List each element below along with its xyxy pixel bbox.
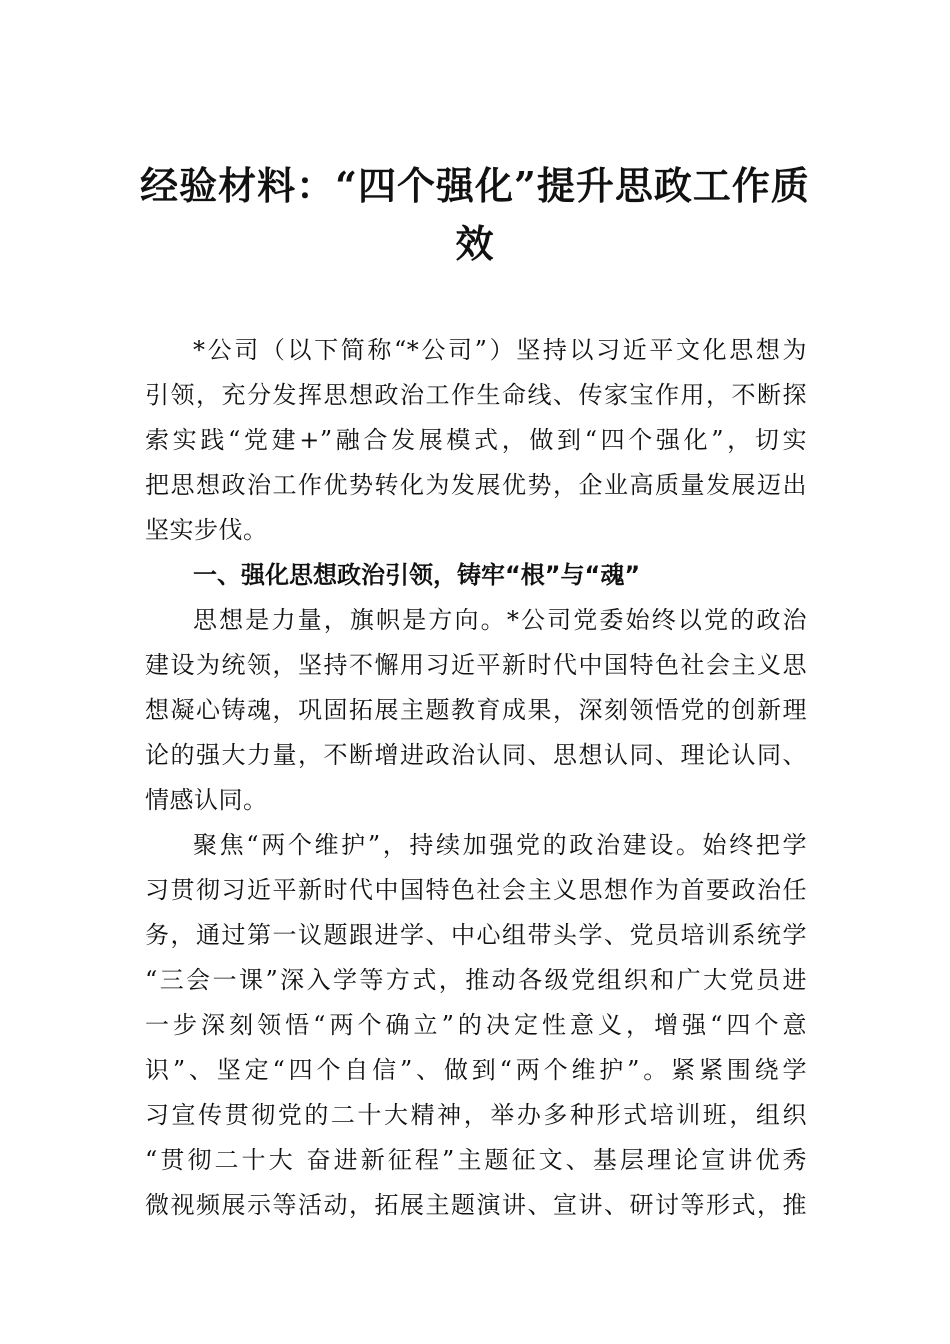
paragraph-line: 坚实步伐。 <box>145 516 268 544</box>
document-body <box>145 328 807 1228</box>
paragraph-line: 务，通过第一议题跟进学、中心组带头学、党员培训系统学 <box>145 921 807 949</box>
paragraph-line: 习贯彻习近平新时代中国特色社会主义思想作为首要政治任 <box>145 876 807 904</box>
paragraph-line: 建设为统领，坚持不懈用习近平新时代中国特色社会主义思 <box>145 651 807 679</box>
paragraph-line: 思想是力量，旗帜是方向。*公司党委始终以党的政治 <box>193 606 807 634</box>
paragraph-line: 索实践“党建+”融合发展模式，做到“四个强化”，切实 <box>145 426 807 454</box>
body-paragraph <box>145 823 807 1228</box>
section-heading: 一、强化思想政治引领，铸牢“根”与“魂” <box>193 561 641 589</box>
title-line-2: 效 <box>455 221 495 266</box>
paragraph-line: 一步深刻领悟“两个确立”的决定性意义，增强“四个意 <box>145 1011 807 1039</box>
paragraph-line: 微视频展示等活动，拓展主题演讲、宣讲、研讨等形式，推 <box>145 1191 807 1219</box>
paragraph-line: 引领，充分发挥思想政治工作生命线、传家宝作用，不断探 <box>145 381 807 409</box>
paragraph-line: *公司（以下简称“*公司”）坚持以习近平文化思想为 <box>193 336 807 364</box>
paragraph-line: 习宣传贯彻党的二十大精神，举办多种形式培训班，组织 <box>145 1101 807 1129</box>
paragraph-line: 把思想政治工作优势转化为发展优势，企业高质量发展迈出 <box>145 471 807 499</box>
paragraph-line: “三会一课”深入学等方式，推动各级党组织和广大党员进 <box>145 966 807 994</box>
paragraph-line: 论的强大力量，不断增进政治认同、思想认同、理论认同、 <box>145 741 807 769</box>
paragraph-line: 想凝心铸魂，巩固拓展主题教育成果，深刻领悟党的创新理 <box>145 696 807 724</box>
paragraph-line: “贯彻二十大 奋进新征程”主题征文、基层理论宣讲优秀 <box>145 1146 807 1174</box>
paragraph-line: 聚焦“两个维护”，持续加强党的政治建设。始终把学 <box>193 831 807 859</box>
paragraph-line: 识”、坚定“四个自信”、做到“两个维护”。紧紧围绕学 <box>145 1056 807 1084</box>
paragraph-line: 情感认同。 <box>145 786 268 814</box>
document-title <box>140 158 810 272</box>
intro-paragraph <box>145 328 807 553</box>
body-paragraph <box>145 598 807 823</box>
title-line-1: 经验材料：“四个强化”提升思政工作质 <box>140 163 810 208</box>
